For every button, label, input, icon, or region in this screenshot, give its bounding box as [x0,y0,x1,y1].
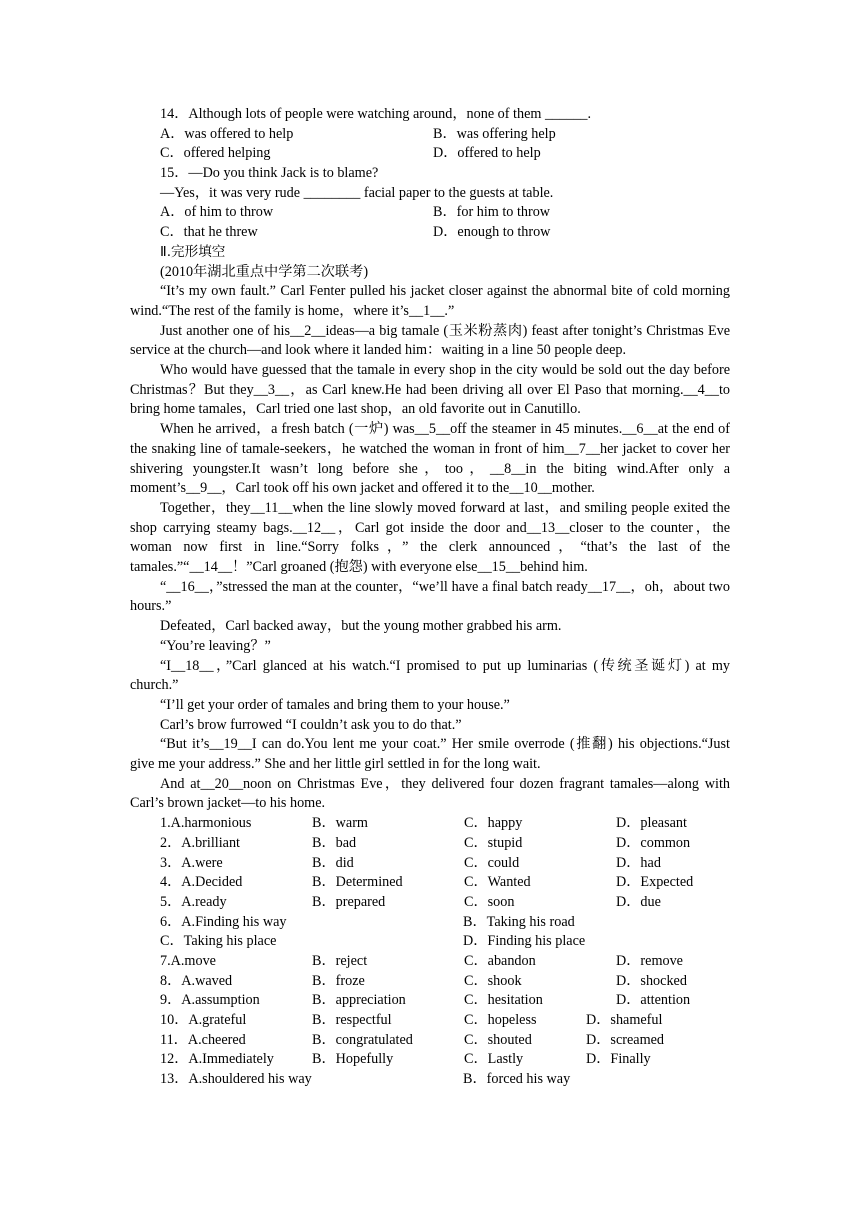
passage-paragraph: Defeated，Carl backed away，but the young mother grabbed his arm. [160,618,562,635]
choice-row [130,952,730,972]
choice-option: C．hesitation [464,992,543,1009]
choice-option: 12．A.Immediately [160,1051,274,1068]
choice-option: 13．A.shouldered his way [160,1071,312,1088]
choice-option: 4．A.Decided [160,874,243,891]
question-14-options-row-1 [130,125,730,145]
q15-option-a: A．of him to throw [160,204,274,221]
choice-row [130,834,730,854]
choice-option: C．Wanted [464,874,531,891]
choice-row [130,1011,730,1031]
passage-paragraph: Together，they__11__when the line slowly moved forward at last，and smiling people exited the shop carrying steamy bags.__12__，Carl got inside the door and__13__closer to the counter，the woman now first in line.“Sorry folks，” the clerk announced，“that’s the last of the tamales.”“__14__！”Carl groaned (抱怨) with everyone else__15__behind him. [130,499,730,576]
choice-option: B．respectful [312,1012,392,1029]
choice-option: B．warm [312,815,368,832]
choice-option: C．could [464,854,520,871]
choice-option: C．abandon [464,952,536,969]
choice-row [130,972,730,992]
choice-option: 1.A.harmonious [160,815,252,832]
choice-option: B．prepared [312,893,386,910]
choice-option: D．Expected [616,874,694,891]
choice-option: B．reject [312,952,368,969]
choice-option: D．Finding his place [463,933,586,950]
passage-paragraph: Who would have guessed that the tamale in every shop in the city would be sold out the day before Christmas？But they__3__，as Carl knew.He had been driving all over El Paso that morning.__4__to bring home tamales，Carl tried one last shop，an old favorite out in Canutillo. [130,362,730,418]
choice-option: 3．A.were [160,854,223,871]
choice-option: D．screamed [586,1031,664,1048]
choice-option: B．Taking his road [463,913,575,930]
choice-option: 7.A.move [160,952,216,969]
choice-option: D．shameful [586,1012,663,1029]
choice-option: C．shouted [464,1031,532,1048]
choice-row [130,814,730,834]
choice-row [130,873,730,893]
choice-option: C．shook [464,972,522,989]
passage-paragraph: “I__18__，”Carl glanced at his watch.“I promised to put up luminarias (传统圣诞灯) at my church.” [130,657,730,694]
choice-option: B．bad [312,834,357,851]
choice-option: B．appreciation [312,992,406,1009]
choice-option: 6．A.Finding his way [160,913,287,930]
choice-option: B．did [312,854,354,871]
choice-row [130,854,730,874]
choice-option: D．shocked [616,972,687,989]
choice-option: 5．A.ready [160,893,227,910]
passage-paragraph: “__16__，”stressed the man at the counter，“we’ll have a final batch ready__17__，oh，about two hours.” [130,578,730,615]
q15-option-b: B．for him to throw [433,204,551,221]
answer-choices [130,814,730,1090]
choice-option: B．Determined [312,874,403,891]
section-heading: Ⅱ.完形填空 [160,243,226,260]
passage-paragraph: “But it’s__19__I can do.You lent me your coat.” Her smile overrode (推翻) his objections.“Just give me your address.” She and her little girl settled in for the long wait. [130,736,730,773]
passage-paragraph: And at__20__noon on Christmas Eve，they delivered four dozen fragrant tamales—along with Carl’s brown jacket—to his home. [130,775,730,812]
choice-option: D．due [616,893,661,910]
choice-row [130,1031,730,1051]
passage-paragraph: Carl’s brow furrowed “I couldn’t ask you to do that.” [160,716,462,733]
choice-row [130,1050,730,1070]
question-15-options-row-2 [130,223,730,243]
choice-row [130,913,730,933]
choice-row [130,1070,730,1090]
q14-option-b: B．was offering help [433,125,556,142]
choice-option: D．common [616,834,691,851]
choice-option: D．Finally [586,1051,651,1068]
q15-option-d: D．enough to throw [433,224,551,241]
passage-paragraph: “You’re leaving？” [160,637,271,654]
choice-option: D．pleasant [616,815,687,832]
choice-option: B．froze [312,972,365,989]
choice-option: D．attention [616,992,691,1009]
choice-option: C．Lastly [464,1051,524,1068]
choice-row [130,932,730,952]
choice-option: 10．A.grateful [160,1012,247,1029]
passage-paragraph: “I’ll get your order of tamales and bring them to your house.” [160,696,510,713]
document-content [130,105,730,1090]
question-15-stem: 15．—Do you think Jack is to blame? [160,165,379,182]
choice-option: C．Taking his place [160,933,277,950]
passage-paragraph: “It’s my own fault.” Carl Fenter pulled his jacket closer against the abnormal bite of cold morning wind.“The rest of the family is home，where it’s__1__.” [130,283,730,319]
choice-option: C．happy [464,815,523,832]
choice-option: D．had [616,854,661,871]
question-15-dialog: —Yes，it was very rude ________ facial paper to the guests at table. [160,184,554,201]
choice-option: D．remove [616,952,683,969]
question-15-options-row-1 [130,203,730,223]
question-14-stem: 14．Although lots of people were watching around，none of them ______. [160,106,592,122]
q15-option-c: C．that he threw [160,224,258,241]
section-source: (2010年湖北重点中学第二次联考) [160,263,369,280]
choice-option: B．congratulated [312,1031,413,1048]
choice-row [130,991,730,1011]
passage-paragraph: Just another one of his__2__ideas—a big tamale (玉米粉蒸肉) feast after tonight’s Christmas Eve service at the church—and look where it landed him：waiting in a line 50 people deep. [130,322,730,359]
q14-option-d: D．offered to help [433,145,541,162]
q14-option-c: C．offered helping [160,145,271,162]
passage-paragraph: When he arrived，a fresh batch (一炉) was__5__off the steamer in 45 minutes.__6__at the end of the snaking line of tamale-seekers，he watched the woman in front of him__7__her jacket to cover her shivering youngster.It wasn’t long before she，too，__8__in the biting wind.After only a moment’s__9__，Carl took off his own jacket and offered it to the__10__mother. [130,421,730,497]
question-14-options-row-2 [130,144,730,164]
choice-option: C．stupid [464,834,523,851]
choice-option: C．soon [464,893,515,910]
q14-option-a: A．was offered to help [160,125,294,142]
choice-row [130,893,730,913]
choice-option: 8．A.waved [160,972,233,989]
choice-option: B．Hopefully [312,1051,394,1068]
choice-option: C．hopeless [464,1012,537,1029]
choice-option: B．forced his way [463,1071,571,1088]
choice-option: 11．A.cheered [160,1031,246,1048]
choice-option: 2．A.brilliant [160,834,240,851]
choice-option: 9．A.assumption [160,992,260,1009]
